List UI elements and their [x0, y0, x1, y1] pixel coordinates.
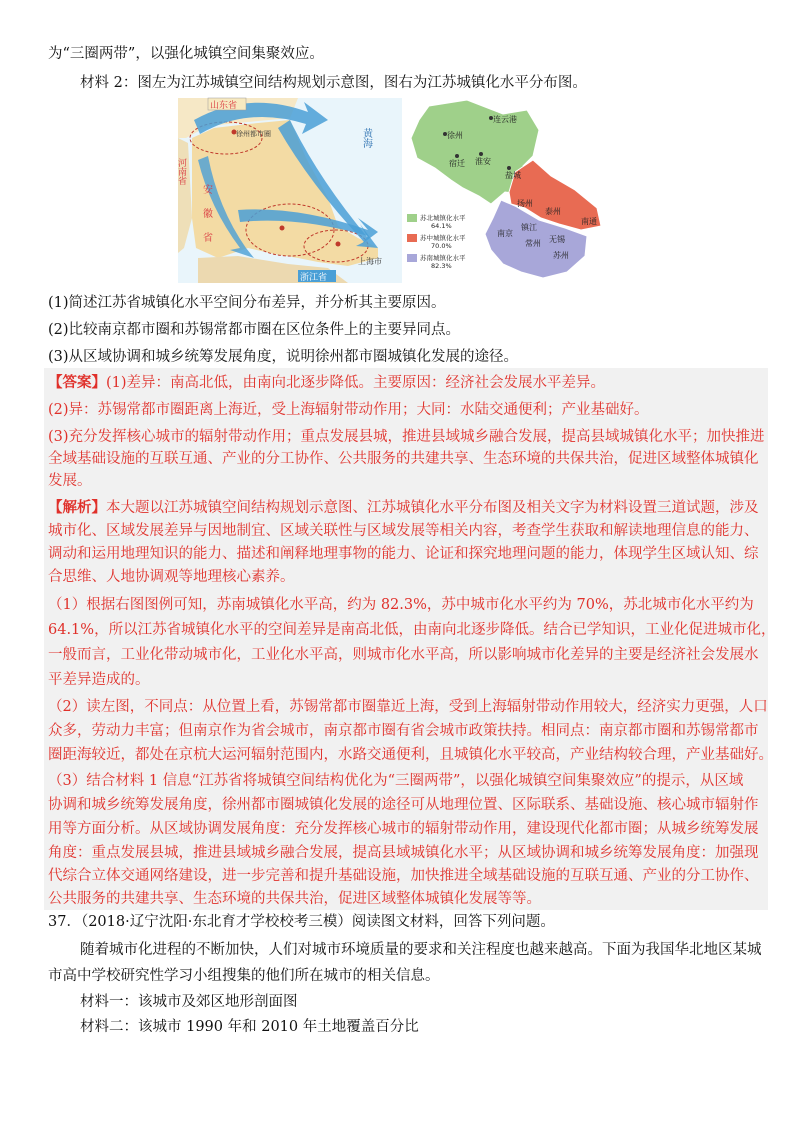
analysis-p2-line-3: 圈距海较近，都处在京杭大运河辐射范围内，水路交通便利，且城镇化水平较高，产业结构较合理，产业基础好。	[48, 747, 773, 763]
analysis-p2-line-1: （2）读左图，不同点：从位置上看，苏锡常都市圈靠近上海，受到上海辐射带动作用较大，经济实力更强，人口	[48, 699, 768, 715]
question-1: (1)简述江苏省城镇化水平空间分布差异，并分析其主要原因。	[48, 295, 446, 311]
city-yangzhou: 扬州	[517, 199, 533, 208]
city-yancheng: 盐城	[505, 171, 521, 180]
analysis-p3-line-6: 公共服务的共建共享、生态环境的共保共治，促进区域整体城镇化发展等等。	[48, 891, 541, 907]
urbanization-legend	[407, 213, 466, 270]
question-37-para-1: 随着城市化进程的不断加快，人们对城市环境质量的要求和关注程度也越来越高。下面为我国华北地区某城	[80, 942, 762, 958]
question-2: (2)比较南京都市圈和苏锡常都市圈在区位条件上的主要异同点。	[48, 322, 461, 338]
city-nanjing: 南京	[497, 229, 513, 238]
city-lianyungang: 连云港	[493, 115, 517, 124]
question-37-material-2: 材料二：该城市 1990 年和 2010 年土地覆盖百分比	[80, 1019, 419, 1035]
answer-3-line-1: (3)充分发挥核心城市的辐射带动作用；重点发展县城，推进县域城乡融合发展，提高县域城镇化水平；加快推进	[48, 429, 765, 445]
city-suzhou: 苏州	[553, 251, 569, 260]
question-37-material-1: 材料一：该城市及郊区地形剖面图	[80, 994, 298, 1010]
answer-line-1	[48, 373, 605, 393]
xuzhou-label: 徐州都市圈	[236, 130, 271, 138]
city-wuxi: 无锡	[549, 235, 565, 244]
city-taizhou: 泰州	[545, 207, 561, 216]
analysis-tag: 【解析】	[48, 499, 106, 516]
analysis-p1-line-2: 64.1%，所以江苏省城镇化水平的空间差异是南高北低，由南向北逐步降低。结合已学知识，工业化促进城市化，	[48, 622, 776, 638]
shandong-label: 山东省	[210, 101, 238, 111]
analysis-p3-line-2: 协调和城乡统筹发展角度，徐州都市圈城镇化发展的途径可从地理位置、区际联系、基础设施、核心城市辐射作	[48, 797, 759, 813]
legend-swatch-suzhong	[407, 234, 417, 242]
city-nantong: 南通	[581, 217, 597, 226]
analysis-intro-1: 本大题以江苏城镇空间结构规划示意图、江苏城镇化水平分布图及相关文字为材料设置三道试题，涉及	[106, 500, 759, 516]
analysis-intro-3: 调动和运用地理知识的能力、描述和阐释地理事物的能力、论证和探究地理问题的能力，体现学生区域认知、综	[48, 546, 759, 562]
legend-label-sunan: 苏南城镇化水平	[420, 254, 466, 262]
answer-3-line-2: 全域基础设施的互联互通、产业的分工协作、公共服务的共建共享、生态环境的共保共治，促进区域整体城镇化	[48, 451, 759, 467]
huang-sea-label: 黄海	[360, 128, 372, 148]
nanjing-city-dot	[280, 226, 285, 231]
jiangsu-spatial-structure-map	[178, 98, 402, 283]
question-3: (3)从区域协调和城乡统筹发展角度，说明徐州都市圈城镇化发展的途径。	[48, 349, 519, 365]
analysis-p3-line-3: 用等方面分析。从区域协调发展角度：充分发挥核心城市的辐射带动作用，建设现代化都市圈；从城乡统筹发展	[48, 821, 759, 837]
analysis-intro-2: 城市化、区域发展差异与因地制宜、区域关联性与区域发展等相关内容，考查学生获取和解读地理信息的能力、	[48, 523, 759, 539]
analysis-p2-line-2: 众多，劳动力丰富；但南京作为省会城市，南京都市圈有省会城市政策扶持。相同点：南京都市圈和苏锡常都市	[48, 723, 759, 739]
henan-label: 河南省	[176, 158, 186, 185]
anhui-label: 安徽省	[200, 184, 212, 256]
answer-3-line-3: 发展。	[48, 473, 92, 489]
analysis-p3-line-5: 代综合立体交通网络建设，进一步完善和提升基础设施，加快推进全域基础设施的互联互通、产业的分工协作、	[48, 868, 759, 884]
material-2-caption: 材料 2：图左为江苏城镇空间结构规划示意图，图右为江苏城镇化水平分布图。	[80, 75, 587, 91]
legend-label-suzhong: 苏中城镇化水平	[420, 234, 466, 242]
question-37-para-2: 市高中学校研究性学习小组搜集的他们所在城市的相关信息。	[48, 968, 440, 984]
answer-tag: 【答案】	[48, 374, 106, 391]
city-zhenjiang: 镇江	[521, 223, 537, 232]
city-xuzhou: 徐州	[447, 131, 463, 140]
analysis-p1-line-4: 平差异造成的。	[48, 672, 150, 688]
question-37-title: 37．（2018·辽宁沈阳·东北育才学校校考三模）阅读图文材料，回答下列问题。	[48, 914, 555, 930]
legend-swatch-sunan	[407, 254, 417, 262]
answer-1: (1)差异：南高北低，由南向北逐步降低。主要原因：经济社会发展水平差异。	[106, 375, 606, 391]
jiangsu-urbanization-map	[405, 96, 617, 286]
zhejiang-label: 浙江省	[300, 273, 328, 283]
legend-value-sunan: 82.3%	[431, 262, 452, 270]
analysis-line-1	[48, 498, 759, 518]
city-changzhou: 常州	[525, 239, 541, 248]
analysis-p3-line-1: （3）结合材料 1 信息“江苏省将城镇空间结构优化为“三圈两带”，以强化城镇空间集聚效应”的提示，从区域	[48, 773, 744, 789]
legend-value-subei: 64.1%	[431, 222, 452, 230]
analysis-p3-line-4: 角度：重点发展县城，推进县域城乡融合发展，提高县域城镇化水平；从区域协调和城乡统筹发展角度：加强现	[48, 845, 759, 861]
city-huaian: 淮安	[475, 157, 491, 166]
shanghai-label: 上海市	[358, 257, 382, 266]
analysis-p1-line-3: 一般而言，工业化带动城市化，工业化水平高，则城市化水平高，所以影响城市化差异的主要是经济社会发展水	[48, 647, 759, 663]
suzhou-city-dot	[336, 242, 341, 247]
analysis-intro-4: 合思维、人地协调观等地理核心素养。	[48, 569, 295, 585]
city-suqian: 宿迁	[449, 159, 465, 168]
intro-line: 为“三圈两带”，以强化城镇空间集聚效应。	[48, 46, 324, 62]
analysis-p1-line-1: （1）根据右图图例可知，苏南城镇化水平高，约为 82.3%，苏中城市化水平约为 70%，苏北城市化水平约为	[48, 597, 754, 613]
legend-value-suzhong: 70.0%	[431, 242, 452, 250]
answer-2: (2)异：苏锡常都市圈距离上海近，受上海辐射带动作用；大同：水陆交通便利；产业基础好。	[48, 402, 649, 418]
legend-label-subei: 苏北城镇化水平	[420, 214, 466, 222]
legend-swatch-subei	[407, 214, 417, 222]
